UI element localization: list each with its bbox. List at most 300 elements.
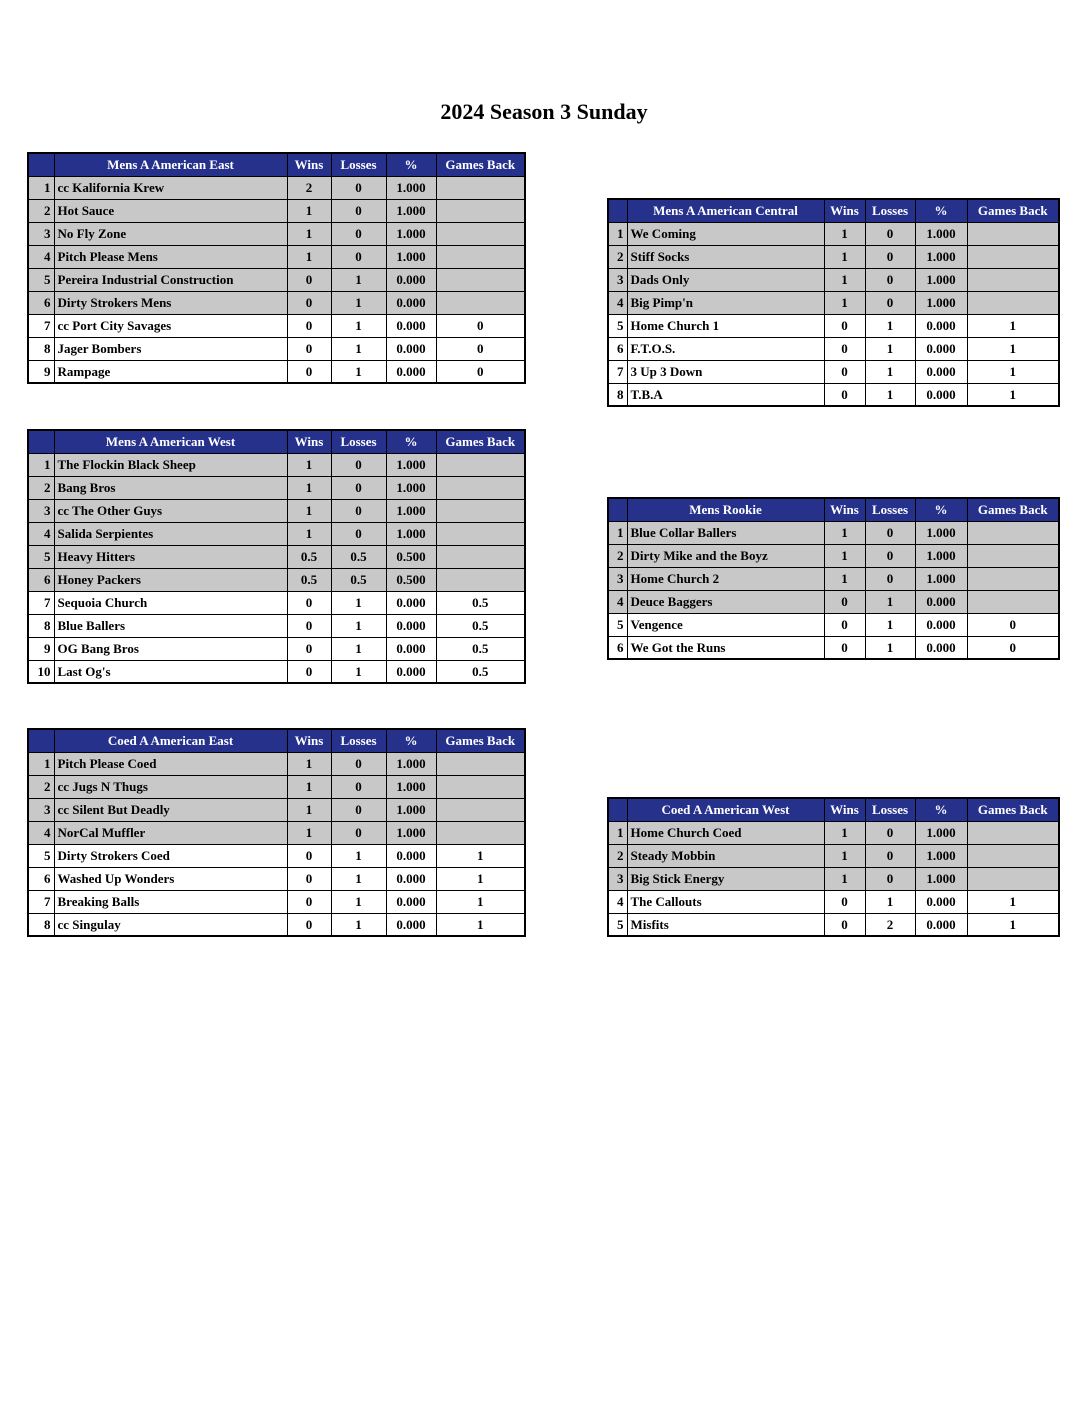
col-header-games-back: Games Back (967, 798, 1059, 821)
team-name-cell: Misfits (627, 913, 824, 936)
losses-cell: 1 (331, 844, 386, 867)
col-header-games-back: Games Back (967, 199, 1059, 222)
games-back-cell (436, 245, 525, 268)
wins-cell: 1 (824, 567, 865, 590)
team-name-cell: The Flockin Black Sheep (54, 453, 287, 476)
team-name-cell: Dirty Strokers Coed (54, 844, 287, 867)
page-title: 2024 Season 3 Sunday (440, 99, 648, 124)
games-back-cell (967, 844, 1059, 867)
team-name-cell: Blue Collar Ballers (627, 521, 824, 544)
pct-cell: 0.000 (386, 291, 436, 314)
wins-cell: 0 (824, 613, 865, 636)
team-name-cell: cc Port City Savages (54, 314, 287, 337)
rank-cell: 1 (28, 752, 54, 775)
losses-cell: 1 (865, 890, 915, 913)
wins-cell: 1 (824, 821, 865, 844)
wins-cell: 0 (287, 867, 331, 890)
pct-cell: 1.000 (915, 245, 967, 268)
games-back-cell: 0 (436, 360, 525, 383)
losses-cell: 1 (865, 383, 915, 406)
col-header-losses: Losses (331, 153, 386, 176)
rank-cell: 8 (28, 614, 54, 637)
team-row (608, 821, 1059, 844)
games-back-cell (436, 453, 525, 476)
team-row (608, 613, 1059, 636)
standings-table-mens-a-american-west (27, 429, 526, 684)
pct-cell: 0.000 (386, 890, 436, 913)
pct-cell: 0.000 (386, 360, 436, 383)
header-corner-cell (28, 729, 54, 752)
games-back-cell: 0.5 (436, 614, 525, 637)
team-row (608, 268, 1059, 291)
header-corner-cell (608, 199, 627, 222)
rank-cell: 5 (608, 613, 627, 636)
team-name-cell: 3 Up 3 Down (627, 360, 824, 383)
games-back-cell (436, 476, 525, 499)
team-row (608, 245, 1059, 268)
team-name-cell: Stiff Socks (627, 245, 824, 268)
team-name-cell: No Fly Zone (54, 222, 287, 245)
losses-cell: 1 (331, 360, 386, 383)
rank-cell: 6 (28, 291, 54, 314)
team-name-cell: The Callouts (627, 890, 824, 913)
col-header-wins: Wins (824, 498, 865, 521)
wins-cell: 0 (287, 314, 331, 337)
losses-cell: 0 (865, 291, 915, 314)
wins-cell: 0 (287, 660, 331, 683)
games-back-cell (436, 499, 525, 522)
pct-cell: 0.000 (386, 844, 436, 867)
games-back-cell (967, 590, 1059, 613)
rank-cell: 1 (608, 521, 627, 544)
division-title: Mens A American East (54, 153, 287, 176)
pct-cell: 1.000 (386, 798, 436, 821)
team-row (28, 499, 525, 522)
wins-cell: 1 (287, 798, 331, 821)
table-slot-coed-a-american-east (27, 728, 524, 937)
wins-cell: 0 (824, 636, 865, 659)
col-header-wins: Wins (287, 729, 331, 752)
wins-cell: 1 (824, 291, 865, 314)
rank-cell: 6 (608, 636, 627, 659)
pct-cell: 0.000 (386, 337, 436, 360)
wins-cell: 0.5 (287, 545, 331, 568)
games-back-cell (967, 567, 1059, 590)
pct-cell: 1.000 (386, 453, 436, 476)
rank-cell: 2 (608, 544, 627, 567)
team-name-cell: Hot Sauce (54, 199, 287, 222)
pct-cell: 0.000 (915, 613, 967, 636)
team-row (28, 476, 525, 499)
losses-cell: 0 (331, 222, 386, 245)
games-back-cell (967, 291, 1059, 314)
standings-table-coed-a-american-east (27, 728, 526, 937)
losses-cell: 1 (331, 591, 386, 614)
col-header-games-back: Games Back (436, 153, 525, 176)
wins-cell: 1 (824, 867, 865, 890)
rank-cell: 5 (28, 545, 54, 568)
losses-cell: 1 (865, 613, 915, 636)
games-back-cell (967, 544, 1059, 567)
games-back-cell: 0 (436, 314, 525, 337)
games-back-cell (967, 222, 1059, 245)
losses-cell: 0 (865, 821, 915, 844)
games-back-cell (436, 545, 525, 568)
pct-cell: 0.000 (386, 268, 436, 291)
games-back-cell: 0 (967, 636, 1059, 659)
table-slot-mens-a-american-east (27, 152, 524, 384)
pct-cell: 0.000 (915, 636, 967, 659)
rank-cell: 4 (608, 590, 627, 613)
col-header-games-back: Games Back (436, 729, 525, 752)
team-row (608, 222, 1059, 245)
pct-cell: 1.000 (915, 567, 967, 590)
games-back-cell (436, 222, 525, 245)
pct-cell: 1.000 (386, 222, 436, 245)
losses-cell: 1 (865, 636, 915, 659)
team-row (28, 222, 525, 245)
rank-cell: 3 (608, 268, 627, 291)
rank-cell: 3 (608, 867, 627, 890)
losses-cell: 0 (865, 268, 915, 291)
pct-cell: 0.000 (915, 383, 967, 406)
losses-cell: 0.5 (331, 545, 386, 568)
games-back-cell (436, 568, 525, 591)
wins-cell: 1 (824, 268, 865, 291)
games-back-cell: 1 (967, 890, 1059, 913)
team-row (608, 521, 1059, 544)
wins-cell: 1 (824, 245, 865, 268)
rank-cell: 6 (28, 568, 54, 591)
wins-cell: 0 (824, 360, 865, 383)
pct-cell: 1.000 (386, 752, 436, 775)
losses-cell: 1 (865, 314, 915, 337)
team-name-cell: Pitch Please Mens (54, 245, 287, 268)
col-header-pct: % (386, 729, 436, 752)
team-name-cell: cc Singulay (54, 913, 287, 936)
losses-cell: 1 (331, 614, 386, 637)
pct-cell: 0.000 (386, 591, 436, 614)
team-row (28, 775, 525, 798)
losses-cell: 0 (331, 821, 386, 844)
table-slot-coed-a-american-west (607, 797, 1058, 937)
losses-cell: 1 (865, 360, 915, 383)
division-title: Mens Rookie (627, 498, 824, 521)
rank-cell: 10 (28, 660, 54, 683)
pct-cell: 0.000 (915, 314, 967, 337)
rank-cell: 5 (608, 314, 627, 337)
team-name-cell: Home Church Coed (627, 821, 824, 844)
col-header-pct: % (386, 153, 436, 176)
team-name-cell: cc The Other Guys (54, 499, 287, 522)
games-back-cell: 1 (436, 890, 525, 913)
rank-cell: 1 (28, 453, 54, 476)
col-header-losses: Losses (865, 798, 915, 821)
header-row (608, 798, 1059, 821)
games-back-cell (967, 867, 1059, 890)
team-row (608, 890, 1059, 913)
team-row (28, 545, 525, 568)
team-name-cell: Breaking Balls (54, 890, 287, 913)
pct-cell: 0.500 (386, 545, 436, 568)
col-header-pct: % (915, 798, 967, 821)
team-name-cell: Honey Packers (54, 568, 287, 591)
losses-cell: 0 (331, 453, 386, 476)
pct-cell: 0.000 (386, 637, 436, 660)
col-header-wins: Wins (824, 199, 865, 222)
losses-cell: 0 (331, 798, 386, 821)
rank-cell: 5 (28, 844, 54, 867)
pct-cell: 1.000 (386, 522, 436, 545)
team-name-cell: cc Jugs N Thugs (54, 775, 287, 798)
team-row (28, 176, 525, 199)
wins-cell: 0 (287, 614, 331, 637)
wins-cell: 1 (287, 775, 331, 798)
rank-cell: 8 (28, 337, 54, 360)
team-row (28, 913, 525, 936)
losses-cell: 2 (865, 913, 915, 936)
rank-cell: 2 (608, 844, 627, 867)
games-back-cell (436, 291, 525, 314)
team-name-cell: F.T.O.S. (627, 337, 824, 360)
division-title: Mens A American Central (627, 199, 824, 222)
wins-cell: 0 (824, 383, 865, 406)
pct-cell: 1.000 (915, 821, 967, 844)
wins-cell: 1 (824, 521, 865, 544)
team-name-cell: Steady Mobbin (627, 844, 824, 867)
losses-cell: 0 (331, 176, 386, 199)
wins-cell: 1 (287, 821, 331, 844)
table-slot-mens-rookie (607, 497, 1058, 660)
wins-cell: 0 (824, 590, 865, 613)
standings-table-mens-a-american-central (607, 198, 1060, 407)
wins-cell: 2 (287, 176, 331, 199)
header-corner-cell (608, 798, 627, 821)
rank-cell: 6 (608, 337, 627, 360)
col-header-pct: % (915, 199, 967, 222)
team-row (608, 360, 1059, 383)
wins-cell: 1 (287, 245, 331, 268)
pct-cell: 1.000 (386, 775, 436, 798)
pct-cell: 0.000 (915, 890, 967, 913)
pct-cell: 1.000 (915, 268, 967, 291)
games-back-cell (436, 775, 525, 798)
team-name-cell: Jager Bombers (54, 337, 287, 360)
games-back-cell (967, 521, 1059, 544)
team-name-cell: Salida Serpientes (54, 522, 287, 545)
rank-cell: 5 (608, 913, 627, 936)
pct-cell: 1.000 (386, 176, 436, 199)
team-name-cell: Pereira Industrial Construction (54, 268, 287, 291)
rank-cell: 5 (28, 268, 54, 291)
losses-cell: 1 (331, 314, 386, 337)
team-row (608, 314, 1059, 337)
games-back-cell (967, 821, 1059, 844)
pct-cell: 1.000 (386, 821, 436, 844)
standings-table-mens-rookie (607, 497, 1060, 660)
rank-cell: 4 (28, 821, 54, 844)
pct-cell: 1.000 (915, 291, 967, 314)
team-row (608, 383, 1059, 406)
losses-cell: 1 (865, 337, 915, 360)
losses-cell: 0 (865, 844, 915, 867)
games-back-cell: 1 (967, 383, 1059, 406)
pct-cell: 0.000 (915, 913, 967, 936)
games-back-cell: 0 (436, 337, 525, 360)
rank-cell: 2 (608, 245, 627, 268)
rank-cell: 7 (28, 591, 54, 614)
wins-cell: 0 (287, 890, 331, 913)
pct-cell: 0.000 (915, 590, 967, 613)
rank-cell: 8 (608, 383, 627, 406)
header-row (608, 498, 1059, 521)
rank-cell: 6 (28, 867, 54, 890)
team-row (28, 453, 525, 476)
team-name-cell: Sequoia Church (54, 591, 287, 614)
losses-cell: 0 (331, 752, 386, 775)
losses-cell: 1 (331, 268, 386, 291)
col-header-losses: Losses (865, 498, 915, 521)
rank-cell: 2 (28, 199, 54, 222)
team-name-cell: Heavy Hitters (54, 545, 287, 568)
col-header-wins: Wins (824, 798, 865, 821)
wins-cell: 0 (287, 291, 331, 314)
pct-cell: 0.000 (386, 614, 436, 637)
losses-cell: 0 (331, 199, 386, 222)
team-row (608, 867, 1059, 890)
pct-cell: 1.000 (915, 521, 967, 544)
rank-cell: 3 (28, 222, 54, 245)
wins-cell: 1 (287, 199, 331, 222)
team-row (28, 337, 525, 360)
team-name-cell: Dirty Mike and the Boyz (627, 544, 824, 567)
losses-cell: 0 (865, 521, 915, 544)
team-row (28, 591, 525, 614)
col-header-losses: Losses (865, 199, 915, 222)
team-row (28, 637, 525, 660)
wins-cell: 1 (287, 476, 331, 499)
team-row (608, 636, 1059, 659)
pct-cell: 1.000 (915, 844, 967, 867)
header-row (28, 153, 525, 176)
team-name-cell: Pitch Please Coed (54, 752, 287, 775)
team-row (28, 660, 525, 683)
rank-cell: 7 (608, 360, 627, 383)
rank-cell: 8 (28, 913, 54, 936)
losses-cell: 0 (331, 522, 386, 545)
pct-cell: 1.000 (915, 867, 967, 890)
team-row (608, 844, 1059, 867)
team-row (28, 291, 525, 314)
games-back-cell: 1 (967, 337, 1059, 360)
col-header-pct: % (386, 430, 436, 453)
team-name-cell: Washed Up Wonders (54, 867, 287, 890)
wins-cell: 0 (824, 314, 865, 337)
team-name-cell: We Got the Runs (627, 636, 824, 659)
losses-cell: 1 (331, 637, 386, 660)
col-header-games-back: Games Back (436, 430, 525, 453)
games-back-cell (967, 245, 1059, 268)
team-row (28, 752, 525, 775)
games-back-cell (436, 199, 525, 222)
rank-cell: 4 (28, 245, 54, 268)
games-back-cell: 1 (436, 867, 525, 890)
division-title: Coed A American East (54, 729, 287, 752)
team-name-cell: Big Stick Energy (627, 867, 824, 890)
losses-cell: 1 (331, 913, 386, 936)
games-back-cell: 1 (967, 360, 1059, 383)
rank-cell: 2 (28, 775, 54, 798)
pct-cell: 0.000 (386, 314, 436, 337)
team-name-cell: Rampage (54, 360, 287, 383)
wins-cell: 0 (287, 844, 331, 867)
team-row (28, 798, 525, 821)
games-back-cell (436, 798, 525, 821)
games-back-cell: 1 (436, 844, 525, 867)
losses-cell: 0 (865, 245, 915, 268)
losses-cell: 0 (865, 222, 915, 245)
header-row (28, 729, 525, 752)
division-title: Coed A American West (627, 798, 824, 821)
team-row (28, 245, 525, 268)
team-name-cell: Blue Ballers (54, 614, 287, 637)
losses-cell: 0 (331, 499, 386, 522)
team-name-cell: We Coming (627, 222, 824, 245)
team-row (28, 890, 525, 913)
col-header-losses: Losses (331, 729, 386, 752)
team-name-cell: Deuce Baggers (627, 590, 824, 613)
team-row (608, 567, 1059, 590)
losses-cell: 0 (331, 476, 386, 499)
wins-cell: 0 (287, 268, 331, 291)
losses-cell: 0 (865, 867, 915, 890)
team-row (608, 544, 1059, 567)
standings-table-mens-a-american-east (27, 152, 526, 384)
team-name-cell: Home Church 2 (627, 567, 824, 590)
team-row (28, 614, 525, 637)
pct-cell: 0.000 (386, 867, 436, 890)
rank-cell: 4 (28, 522, 54, 545)
team-row (28, 844, 525, 867)
col-header-wins: Wins (287, 153, 331, 176)
rank-cell: 3 (28, 499, 54, 522)
team-name-cell: Big Pimp'n (627, 291, 824, 314)
pct-cell: 1.000 (386, 499, 436, 522)
losses-cell: 1 (865, 590, 915, 613)
header-row (28, 430, 525, 453)
team-row (28, 314, 525, 337)
games-back-cell: 1 (967, 913, 1059, 936)
team-row (28, 360, 525, 383)
team-name-cell: Dirty Strokers Mens (54, 291, 287, 314)
pct-cell: 0.000 (915, 337, 967, 360)
pct-cell: 0.000 (386, 913, 436, 936)
games-back-cell (436, 522, 525, 545)
losses-cell: 0 (331, 245, 386, 268)
team-row (608, 590, 1059, 613)
team-row (28, 821, 525, 844)
col-header-pct: % (915, 498, 967, 521)
pct-cell: 0.000 (386, 660, 436, 683)
wins-cell: 0 (824, 337, 865, 360)
games-back-cell (436, 268, 525, 291)
wins-cell: 1 (287, 752, 331, 775)
wins-cell: 1 (287, 522, 331, 545)
rank-cell: 7 (28, 314, 54, 337)
table-slot-mens-a-american-central (607, 198, 1058, 407)
games-back-cell: 0.5 (436, 591, 525, 614)
wins-cell: 0 (287, 360, 331, 383)
